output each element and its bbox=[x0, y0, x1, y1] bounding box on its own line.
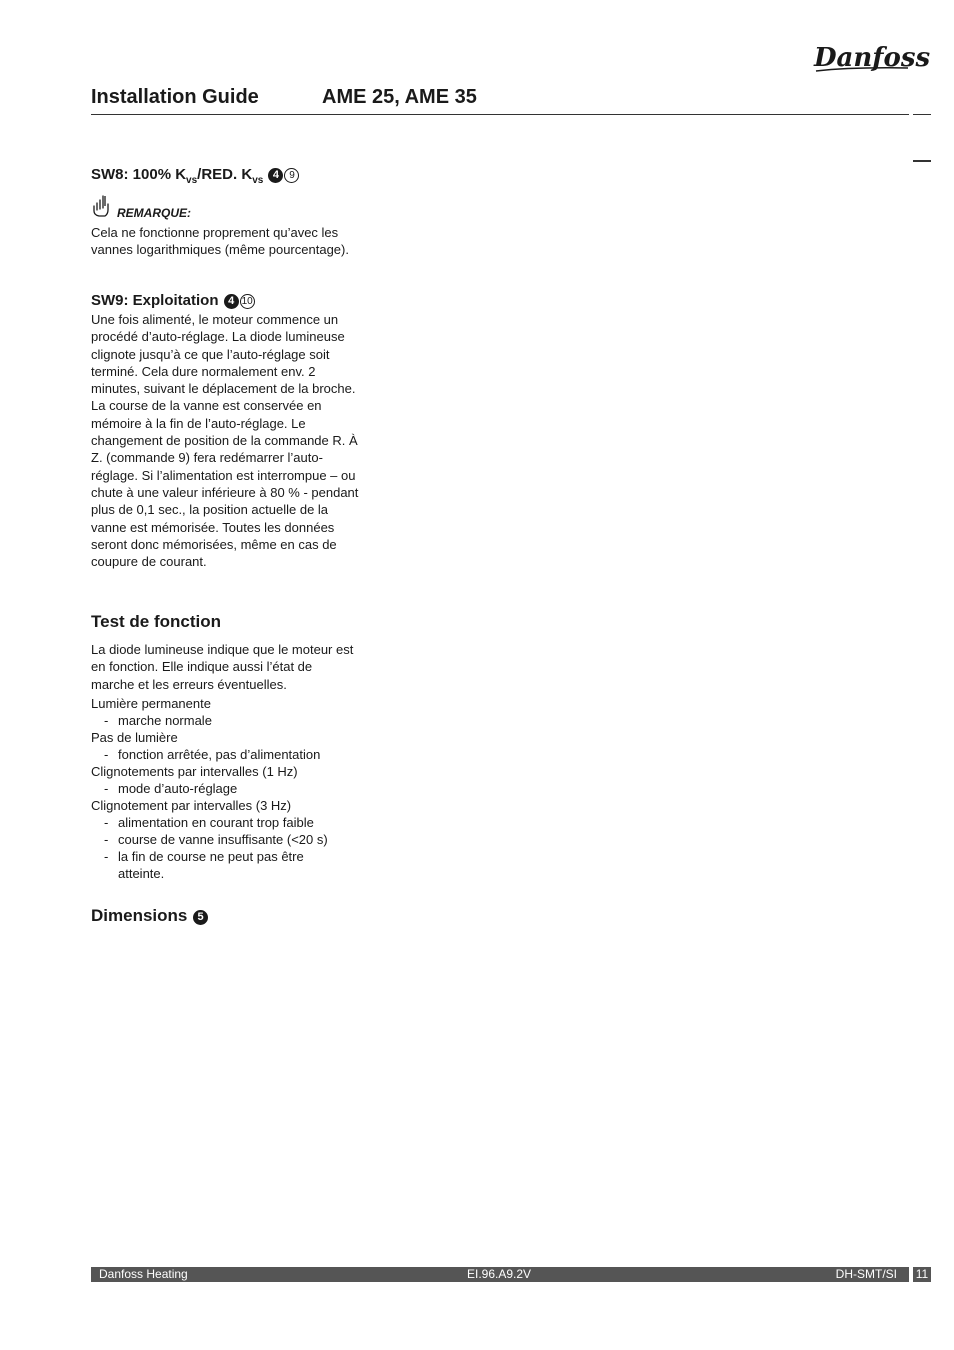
ref-badge: 4 bbox=[268, 168, 283, 183]
page-number: 11 bbox=[913, 1267, 931, 1282]
dimensions-heading bbox=[91, 906, 208, 926]
list-item: - fonction arrêtée, pas d’alimentation bbox=[104, 747, 321, 762]
note-label: REMARQUE: bbox=[117, 206, 191, 220]
header-rule bbox=[91, 114, 909, 115]
footer-doc-code: EI.96.A9.2V bbox=[467, 1267, 532, 1281]
dimensions-heading-text: Dimensions bbox=[91, 906, 188, 925]
sw9-heading bbox=[91, 292, 255, 309]
led-state-label: Clignotement par intervalles (3 Hz) bbox=[91, 798, 292, 813]
led-state-list bbox=[91, 695, 361, 882]
list-item: - course de vanne insuffisante (<20 s) bbox=[104, 832, 328, 847]
danfoss-logo bbox=[812, 38, 931, 76]
svg-text:Danfoss: Danfoss bbox=[814, 43, 931, 73]
list-item: - marche normale bbox=[104, 713, 212, 728]
list-item: - mode d’auto-réglage bbox=[104, 781, 238, 796]
footer-dept: DH-SMT/SI bbox=[835, 1267, 897, 1281]
doc-type-title: Installation Guide bbox=[91, 86, 259, 108]
footer-bar bbox=[91, 1267, 909, 1282]
sw8-heading bbox=[91, 166, 299, 186]
ref-badge: 4 bbox=[224, 294, 239, 309]
test-intro: La diode lumineuse indique que le moteur est en fonction. Elle indique aussi l’état de marche et les erreurs éventuelles. bbox=[91, 642, 354, 692]
led-state-label: Clignotements par intervalles (1 Hz) bbox=[91, 764, 298, 779]
dash-bullet: - bbox=[104, 713, 109, 728]
footer-company: Danfoss Heating bbox=[99, 1267, 188, 1281]
product-title: AME 25, AME 35 bbox=[322, 86, 477, 108]
note-text: Cela ne fonctionne proprement qu’avec les vannes logarithmiques (même pourcentage). bbox=[91, 225, 349, 258]
margin-tab-mark bbox=[913, 114, 931, 115]
dash-bullet: - bbox=[104, 849, 109, 864]
ref-badge: 5 bbox=[193, 910, 208, 925]
sw9-heading-text: SW9: Exploitation bbox=[91, 292, 219, 309]
list-item: - la fin de course ne peut pas être atteinte. bbox=[104, 849, 304, 881]
dash-bullet: - bbox=[104, 781, 109, 796]
margin-tab-mark bbox=[913, 160, 931, 162]
sw9-body: Une fois alimenté, le moteur commence un procédé d’auto-réglage. La diode lumineuse clignote jusqu’à ce que l’auto-réglage soit terminé. Cela dure normalement env. 2 minutes, suivant le déplacement de la broche. La course de la vanne est conservée en mémoire à la fin de l’auto-réglage. Le changement de position de la commande R. À Z. (commande 9) fera redémarrer l’auto-réglage. Si l’alimentation est interrompue – ou chute à une valeur inférieure à 80 % - pendant plus de 0,1 sec., la position actuelle de la vanne est mémorisée. Toutes les données seront donc mémorisées, même en cas de coupure de courant. bbox=[91, 312, 359, 570]
test-heading: Test de fonction bbox=[91, 612, 222, 631]
led-state-label: Pas de lumière bbox=[91, 730, 178, 745]
dash-bullet: - bbox=[104, 815, 109, 830]
sw8-heading-text: /RED. K bbox=[197, 166, 253, 183]
sw8-heading-text: SW8: 100% K bbox=[91, 166, 187, 183]
ref-badge: 10 bbox=[241, 296, 253, 307]
dash-bullet: - bbox=[104, 832, 109, 847]
hand-pointer-icon bbox=[91, 194, 111, 218]
list-item: - alimentation en courant trop faible bbox=[104, 815, 314, 830]
led-state-label: Lumière permanente bbox=[91, 696, 211, 711]
kvs-subscript: vs bbox=[252, 175, 264, 186]
dash-bullet: - bbox=[104, 747, 109, 762]
ref-badge: 9 bbox=[284, 168, 299, 183]
kvs-subscript: vs bbox=[186, 175, 198, 186]
